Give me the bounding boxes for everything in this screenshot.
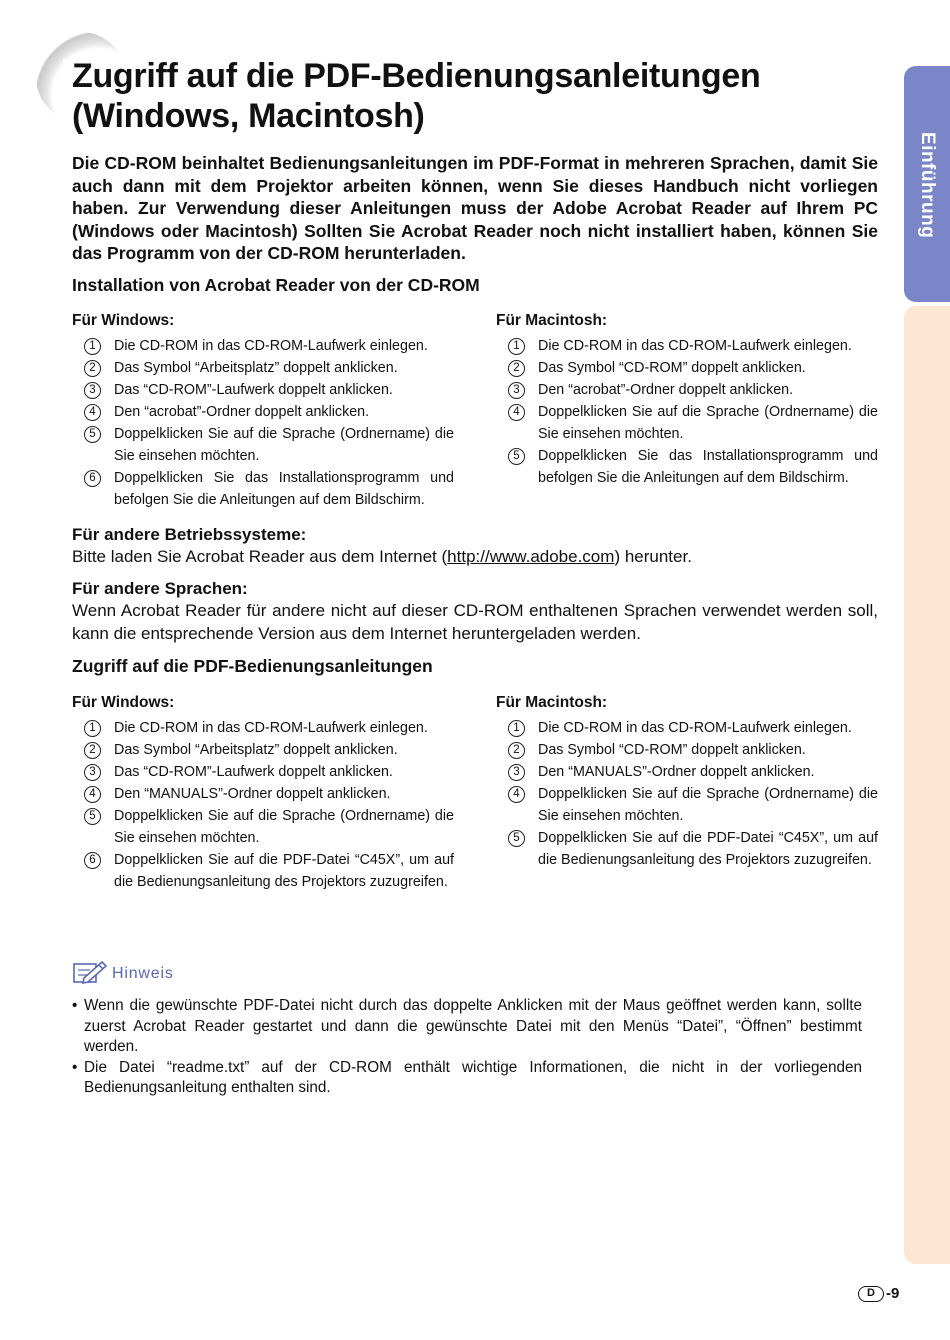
step-number: 4	[508, 786, 525, 803]
step-item	[496, 379, 878, 401]
step-number: 4	[84, 786, 101, 803]
other-lang-heading: Für andere Sprachen:	[72, 579, 248, 598]
step-number: 1	[84, 720, 101, 737]
pencil-note-icon	[72, 958, 108, 991]
install-windows-column	[72, 312, 454, 511]
step-item	[496, 717, 878, 739]
section-tab-label: Einführung	[917, 132, 938, 239]
note-label: Hinweis	[112, 965, 174, 982]
step-text: Das Symbol “CD-ROM” doppelt anklicken.	[538, 360, 806, 376]
other-lang-text: Wenn Acrobat Reader für andere nicht auf dieser CD-ROM enthaltenen Sprachen verwendet werden soll, kann die entsprechende Version aus dem Internet heruntergeladen werden.	[72, 601, 878, 643]
step-number: 5	[508, 830, 525, 847]
step-item	[72, 423, 454, 467]
step-number: 4	[508, 404, 525, 421]
step-item	[496, 357, 878, 379]
access-windows-column	[72, 694, 454, 893]
note-text: Die Datei “readme.txt” auf der CD-ROM enthält wichtige Informationen, die nicht in der vorliegenden Bedienungsanleitung enthalten sind.	[84, 1058, 862, 1096]
intro-paragraph: Die CD-ROM beinhaltet Bedienungsanleitungen im PDF-Format in mehreren Sprachen, damit Sie auch dann mit dem Projektor arbeiten können, wenn Sie dieses Handbuch nicht vorliegen haben. Zur Verwendung dieser Anleitungen muss der Adobe Acrobat Reader auf Ihrem PC (Windows oder Macintosh) Sollten Sie Acrobat Reader noch nicht installiert haben, können Sie das Programm von der CD-ROM herunterladen.	[72, 153, 878, 263]
step-number: 1	[84, 338, 101, 355]
install-heading: Installation von Acrobat Reader von der CD-ROM	[72, 275, 480, 295]
step-number: 6	[84, 470, 101, 487]
install-windows-steps	[72, 335, 454, 511]
step-item	[72, 467, 454, 511]
install-mac-heading: Für Macintosh:	[496, 312, 608, 329]
note-item	[72, 996, 862, 1058]
step-item	[496, 401, 878, 445]
step-number: 3	[84, 382, 101, 399]
page-title: Zugriff auf die PDF-Bedienungsanleitungen (Windows, Macintosh)	[72, 57, 761, 135]
step-item	[496, 761, 878, 783]
page-number	[858, 1285, 899, 1302]
step-text: Den “MANUALS”-Ordner doppelt anklicken.	[538, 764, 815, 780]
access-windows-steps	[72, 717, 454, 893]
step-text: Den “acrobat”-Ordner doppelt anklicken.	[114, 404, 370, 420]
step-number: 5	[84, 426, 101, 443]
step-number: 3	[84, 764, 101, 781]
other-os-block	[72, 524, 878, 569]
step-text: Doppelklicken Sie auf die PDF-Datei “C45X”, um auf die Bedienungsanleitung des Projektors zuzugreifen.	[538, 830, 878, 868]
note-list	[72, 996, 862, 1099]
access-heading: Zugriff auf die PDF-Bedienungsanleitungen	[72, 656, 433, 676]
step-item	[72, 401, 454, 423]
step-item	[72, 761, 454, 783]
step-item	[72, 357, 454, 379]
note-text: Wenn die gewünschte PDF-Datei nicht durch das doppelte Anklicken mit der Maus geöffnet werden kann, sollte zuerst Acrobat Reader gestartet und dann die gewünschte Datei mit den Menüs “Datei”, “Öffnen” bestimmt werden.	[84, 997, 862, 1055]
other-os-text-before: Bitte laden Sie Acrobat Reader aus dem Internet (	[72, 547, 448, 566]
step-item	[496, 445, 878, 489]
step-text: Doppelklicken Sie das Installationsprogramm und befolgen Sie die Anleitungen auf dem Bildschirm.	[538, 448, 878, 486]
other-os-text-after: ) herunter.	[614, 547, 692, 566]
step-number: 5	[508, 448, 525, 465]
step-number: 3	[508, 382, 525, 399]
step-text: Doppelklicken Sie auf die Sprache (Ordnername) die Sie einsehen möchten.	[114, 426, 454, 464]
step-text: Den “acrobat”-Ordner doppelt anklicken.	[538, 382, 794, 398]
step-text: Doppelklicken Sie auf die PDF-Datei “C45X”, um auf die Bedienungsanleitung des Projektors zuzugreifen.	[114, 852, 454, 890]
install-mac-steps	[496, 335, 878, 489]
install-mac-column	[496, 312, 878, 489]
step-number: 1	[508, 338, 525, 355]
step-text: Die CD-ROM in das CD-ROM-Laufwerk einlegen.	[114, 338, 428, 354]
step-number: 6	[84, 852, 101, 869]
step-number: 3	[508, 764, 525, 781]
step-item	[72, 379, 454, 401]
step-item	[496, 739, 878, 761]
step-text: Das “CD-ROM”-Laufwerk doppelt anklicken.	[114, 382, 393, 398]
step-item	[72, 717, 454, 739]
step-number: 5	[84, 808, 101, 825]
other-os-heading: Für andere Betriebssysteme:	[72, 525, 307, 544]
step-item	[496, 335, 878, 357]
adobe-link[interactable]: http://www.adobe.com	[447, 547, 615, 566]
language-badge: D	[858, 1286, 884, 1302]
install-windows-heading: Für Windows:	[72, 312, 175, 329]
step-text: Doppelklicken Sie das Installationsprogramm und befolgen Sie die Anleitungen auf dem Bildschirm.	[114, 470, 454, 508]
step-text: Doppelklicken Sie auf die Sprache (Ordnername) die Sie einsehen möchten.	[114, 808, 454, 846]
access-windows-heading: Für Windows:	[72, 694, 175, 711]
step-text: Den “MANUALS”-Ordner doppelt anklicken.	[114, 786, 391, 802]
note-header	[72, 958, 174, 990]
note-item	[72, 1058, 862, 1099]
step-number: 2	[84, 360, 101, 377]
step-item	[72, 849, 454, 893]
step-item	[72, 783, 454, 805]
step-item	[496, 783, 878, 827]
access-mac-column	[496, 694, 878, 871]
page-number-text: -9	[886, 1285, 900, 1302]
access-mac-heading: Für Macintosh:	[496, 694, 608, 711]
access-mac-steps	[496, 717, 878, 871]
step-number: 4	[84, 404, 101, 421]
step-text: Das Symbol “Arbeitsplatz” doppelt anklicken.	[114, 742, 398, 758]
step-text: Das Symbol “Arbeitsplatz” doppelt anklicken.	[114, 360, 398, 376]
note-bullet: •	[72, 997, 78, 1014]
step-text: Die CD-ROM in das CD-ROM-Laufwerk einlegen.	[538, 720, 852, 736]
step-text: Die CD-ROM in das CD-ROM-Laufwerk einlegen.	[538, 338, 852, 354]
step-text: Die CD-ROM in das CD-ROM-Laufwerk einlegen.	[114, 720, 428, 736]
step-item	[72, 805, 454, 849]
step-item	[72, 739, 454, 761]
step-number: 2	[84, 742, 101, 759]
note-bullet: •	[72, 1058, 78, 1076]
step-text: Doppelklicken Sie auf die Sprache (Ordnername) die Sie einsehen möchten.	[538, 786, 878, 824]
step-text: Das Symbol “CD-ROM” doppelt anklicken.	[538, 742, 806, 758]
step-number: 2	[508, 360, 525, 377]
step-text: Das “CD-ROM”-Laufwerk doppelt anklicken.	[114, 764, 393, 780]
step-text: Doppelklicken Sie auf die Sprache (Ordnername) die Sie einsehen möchten.	[538, 404, 878, 442]
other-lang-block	[72, 578, 878, 645]
step-number: 2	[508, 742, 525, 759]
other-os-text	[72, 546, 878, 569]
step-number: 1	[508, 720, 525, 737]
side-strip	[904, 306, 950, 1264]
step-item	[496, 827, 878, 871]
step-item	[72, 335, 454, 357]
